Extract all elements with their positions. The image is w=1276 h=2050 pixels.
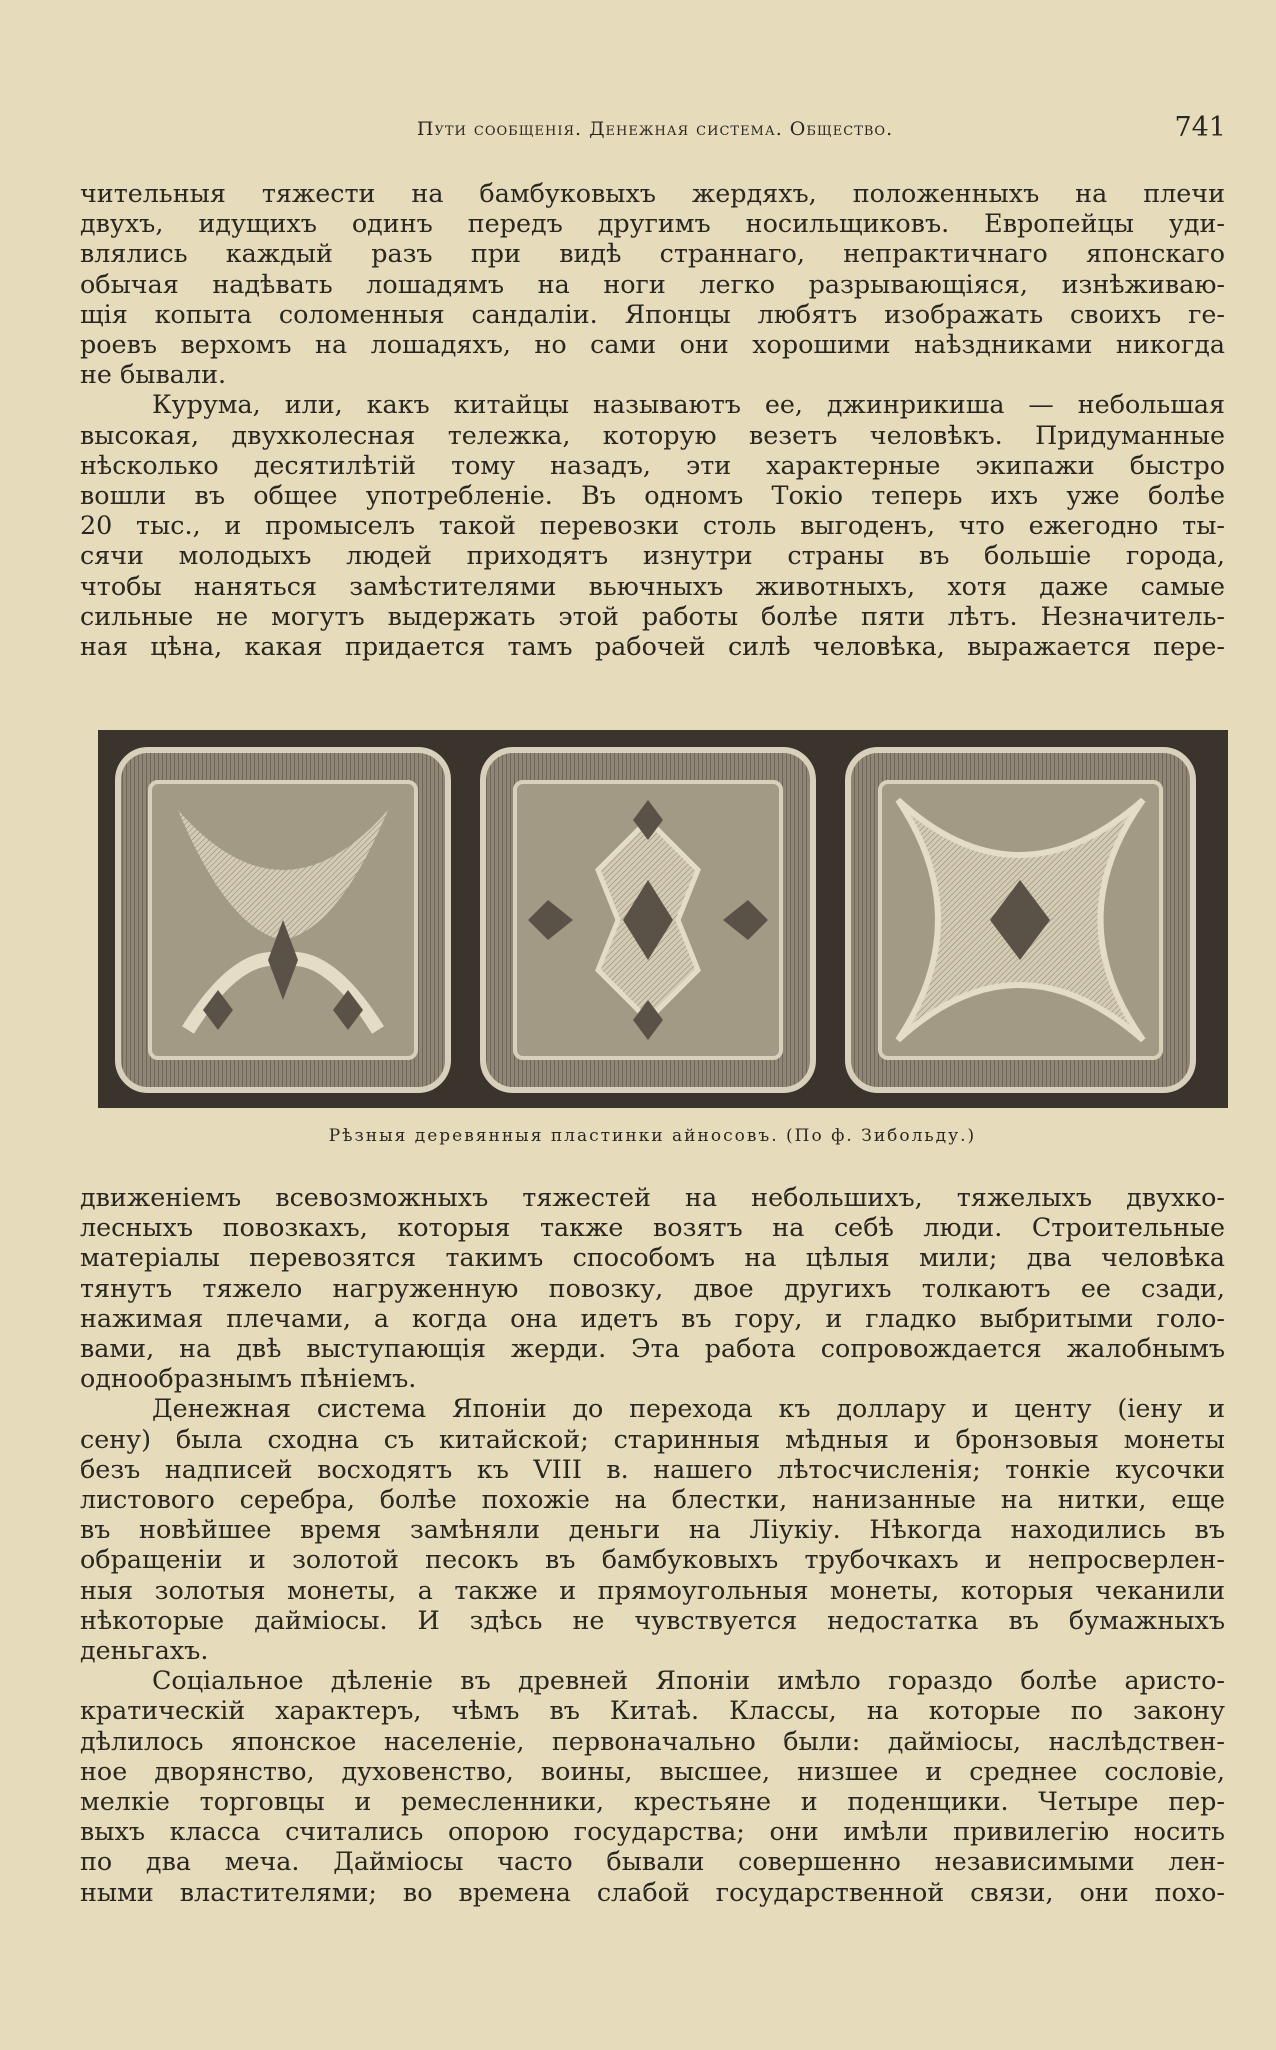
running-head: Пути сообщенія. Денежная система. Общество. — [416, 118, 894, 140]
text-line: тянутъ тяжело нагруженную повозку, двое другихъ толкаютъ ее сзади, — [80, 1272, 1225, 1303]
text-line: кратическій характеръ, чѣмъ въ Китаѣ. Классы, на которые по закону — [80, 1695, 1225, 1726]
text-line: Соціальное дѣленіе въ древней Японіи имѣло гораздо болѣе аристо- — [152, 1665, 1225, 1696]
text-block-top — [80, 178, 1225, 661]
text-line: однообразнымъ пѣніемъ. — [80, 1363, 417, 1394]
text-line: нѣкоторые дайміосы. И здѣсь не чувствуется недостатка въ бумажныхъ — [80, 1604, 1225, 1635]
text-line: выхъ класса считались опорою государства; они имѣли привилегію носить — [80, 1816, 1225, 1847]
text-line: влялись каждый разъ при видѣ страннаго, непрактичнаго японскаго — [80, 238, 1225, 269]
text-line: лесныхъ повозкахъ, которыя также возятъ на себѣ люди. Строительные — [80, 1212, 1225, 1243]
text-line: сячи молодыхъ людей приходятъ изнутри страны въ большіе города, — [80, 540, 1225, 571]
text-line: безъ надписей восходятъ къ VIII в. нашего лѣтосчисленія; тонкіе кусочки — [80, 1453, 1225, 1484]
text-line: по два меча. Дайміосы часто бывали совершенно независимыми лен- — [80, 1846, 1225, 1877]
figure-caption: Рѣзныя деревянныя пластинки айносовъ. (По ф. Зибольду.) — [328, 1126, 977, 1146]
carved-plates-illustration — [98, 730, 1228, 1108]
text-line: 20 тыс., и промыселъ такой перевозки столь выгоденъ, что ежегодно ты- — [80, 510, 1225, 541]
text-line: сильные не могутъ выдержать этой работы болѣе пяти лѣтъ. Незначитель- — [80, 600, 1225, 631]
text-line: движеніемъ всевозможныхъ тяжестей на небольшихъ, тяжелыхъ двухко- — [80, 1182, 1225, 1212]
text-line: не бывали. — [80, 359, 227, 390]
text-line: роевъ верхомъ на лошадяхъ, но сами они хорошими наѣздниками никогда — [80, 329, 1225, 360]
text-line: обращеніи и золотой песокъ въ бамбуковыхъ трубочкахъ и непросверлен- — [80, 1544, 1225, 1575]
text-line: Денежная система Японіи до перехода къ доллару и центу (іену и — [152, 1393, 1225, 1424]
text-line: деньгахъ. — [80, 1635, 209, 1666]
text-line: высокая, двухколесная тележка, которую везетъ человѣкъ. Придуманные — [80, 419, 1225, 450]
text-line: матеріалы перевозятся такимъ способомъ на цѣлыя мили; два человѣка — [80, 1242, 1225, 1273]
text-line: двухъ, идущихъ одинъ передъ другимъ носильщиковъ. Европейцы уди- — [80, 208, 1225, 239]
text-line: мелкіе торговцы и ремесленники, крестьяне и поденщики. Четыре пер- — [80, 1786, 1225, 1817]
text-line: щія копыта соломенныя сандаліи. Японцы любятъ изображать своихъ ге- — [80, 298, 1225, 329]
text-line: листового серебра, болѣе похожіе на блестки, нанизанные на нитки, еще — [80, 1484, 1225, 1515]
text-line: ное дворянство, духовенство, воины, высшее, низшее и среднее сословіе, — [80, 1755, 1225, 1786]
text-line: вами, на двѣ выступающія жерди. Эта работа сопровождается жалобнымъ — [80, 1333, 1225, 1364]
text-line: ными властителями; во времена слабой государственной связи, они похо- — [80, 1876, 1225, 1907]
text-line: ная цѣна, какая придается тамъ рабочей силѣ человѣка, выражается пере- — [80, 631, 1225, 662]
text-line: въ новѣйшее время замѣняли деньги на Ліукіу. Нѣкогда находились въ — [80, 1514, 1225, 1545]
text-line: чительныя тяжести на бамбуковыхъ жердяхъ, положенныхъ на плечи — [80, 178, 1225, 208]
text-line: дѣлилось японское населеніе, первоначально были: дайміосы, наслѣдствен- — [80, 1725, 1225, 1756]
carved-plate-3 — [848, 750, 1193, 1090]
text-block-bottom — [80, 1182, 1225, 1907]
text-line: чтобы наняться замѣстителями вьючныхъ животныхъ, хотя даже самые — [80, 570, 1225, 601]
text-line: обычая надѣвать лошадямъ на ноги легко разрывающіяся, изнѣживаю- — [80, 268, 1225, 299]
page-number: 741 — [1174, 112, 1226, 143]
carved-plate-1 — [118, 750, 448, 1090]
text-line: сену) была сходна съ китайской; старинныя мѣдныя и бронзовыя монеты — [80, 1423, 1225, 1454]
text-line: вошли въ общее употребленіе. Въ одномъ Токіо теперь ихъ уже болѣе — [80, 480, 1225, 511]
carved-plates-engraving — [98, 730, 1228, 1108]
carved-plate-2 — [483, 750, 813, 1090]
text-line: нажимая плечами, а когда она идетъ въ гору, и гладко выбритыми голо- — [80, 1302, 1225, 1333]
page-header — [80, 112, 1230, 152]
text-line: Курума, или, какъ китайцы называютъ ее, джинрикиша — небольшая — [152, 389, 1225, 420]
text-line: нѣсколько десятилѣтій тому назадъ, эти характерные экипажи быстро — [80, 449, 1225, 480]
text-line: ныя золотыя монеты, а также и прямоугольныя монеты, которыя чеканили — [80, 1574, 1225, 1605]
